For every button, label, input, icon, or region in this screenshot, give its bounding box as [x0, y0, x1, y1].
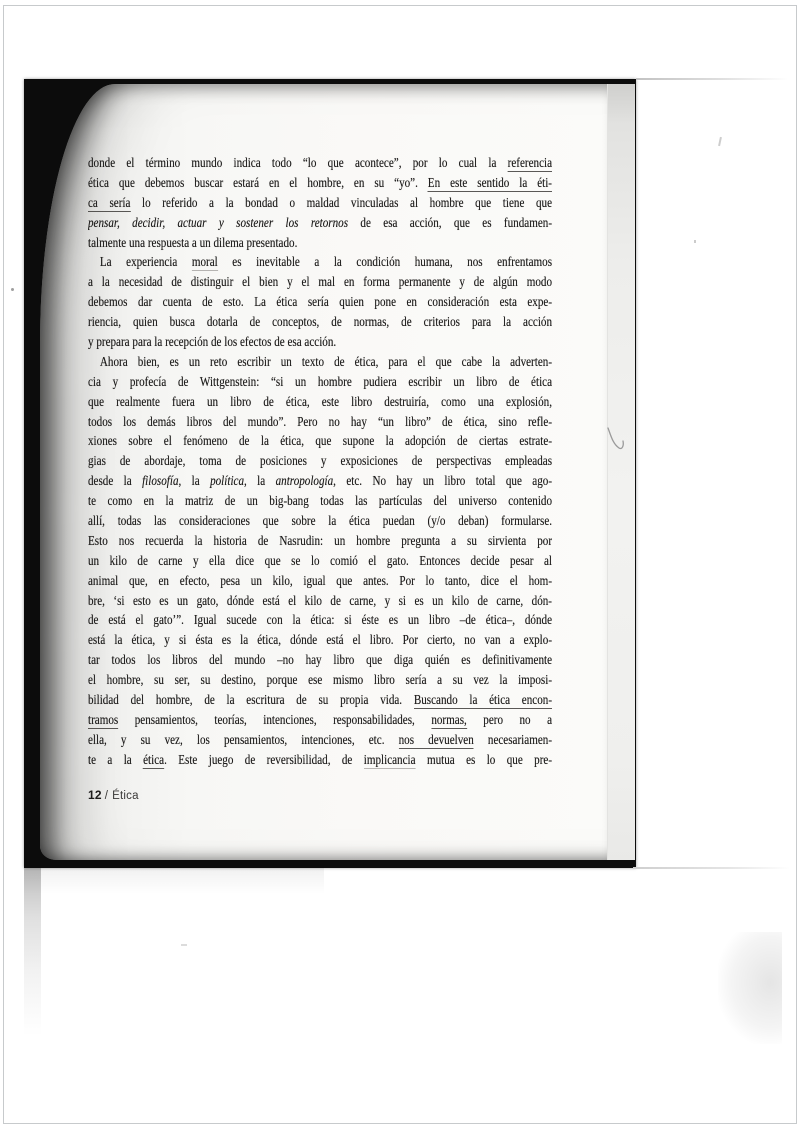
text-line — [88, 651, 552, 671]
text-segment: tar todos los libros del mundo –no hay libro que diga quién es definitivamente — [88, 653, 553, 669]
text-segment: de está el gato’”. Igual sucede con la ética: si éste es un libro –de ética–, dónde — [88, 613, 553, 629]
text-segment: , la — [244, 474, 276, 490]
text-segment: pero no a — [466, 712, 553, 728]
text-segment: mutua es lo que pre- — [415, 752, 553, 768]
text-segment: La experiencia — [99, 255, 192, 271]
text-line — [88, 253, 552, 273]
text-line — [88, 373, 552, 393]
text-segment: ca sería — [88, 195, 131, 211]
book-page — [40, 84, 607, 860]
text-segment: política — [210, 474, 245, 490]
text-segment: cia y profecía de Wittgenstein: “si un hombre pudiera escribir un libro de ética — [88, 374, 553, 390]
text-segment: riencia, quien busca dotarla de conceptos, de normas, de criterios para la acción — [88, 315, 553, 331]
text-line — [88, 512, 552, 532]
text-segment: animal que, en efecto, pesa un kilo, igual que antes. Por lo tanto, dice el hom- — [88, 573, 553, 589]
text-segment: Buscando la ética encon- — [413, 693, 553, 709]
text-segment: todos los demás libros del mundo”. Pero no hay “un libro” de ética, sino refle- — [88, 414, 553, 430]
text-segment: tramos — [88, 712, 119, 728]
text-segment: , la — [178, 474, 211, 490]
page-gutter-shadow — [607, 84, 635, 860]
text-segment: ética — [143, 752, 165, 768]
text-segment: pensar, decidir, actuar y sostener los retornos — [88, 215, 349, 231]
text-segment: te como en la matriz de un big-bang todas las partículas del universo contenido — [88, 494, 553, 510]
text-segment: ella, y su vez, los pensamientos, intenciones, etc. — [88, 732, 399, 748]
text-segment: moral — [191, 255, 218, 271]
text-segment: referencia — [507, 156, 553, 171]
bottom-right-smudge — [718, 932, 782, 1044]
page-number: 12 — [88, 788, 102, 802]
text-segment: , etc. No hay un libro total que ago- — [333, 474, 553, 490]
text-segment: talmente una respuesta a un dilema presentado. — [88, 235, 298, 251]
text-line — [88, 592, 552, 612]
text-line — [88, 313, 552, 333]
text-segment: de esa acción, que es fundamen- — [348, 215, 553, 231]
book-title: Ética — [112, 790, 139, 802]
text-line — [88, 214, 552, 234]
text-line — [88, 731, 552, 751]
text-line — [88, 691, 552, 711]
text-line — [88, 333, 552, 353]
text-line — [88, 273, 552, 293]
text-segment: necesariamen- — [473, 732, 553, 748]
text-line — [88, 631, 552, 651]
text-line — [88, 393, 552, 413]
text-line — [88, 154, 552, 174]
scan-speck — [181, 944, 187, 946]
text-segment: y prepara para la recepción de los efectos de esa acción. — [88, 335, 337, 351]
text-segment: antropología — [275, 474, 334, 490]
text-line — [88, 751, 552, 771]
text-line — [88, 293, 552, 313]
text-segment: Esto nos recuerda la historia de Nasrudin: un hombre pregunta a su sirvienta por — [88, 533, 553, 549]
text-segment: ética que debemos buscar estará en el hombre, en su “yo”. — [88, 175, 428, 191]
text-line — [88, 472, 552, 492]
page-edge-line-bottom — [633, 867, 790, 869]
text-block — [88, 154, 552, 771]
text-segment: debemos dar cuenta de esto. La ética sería quien pone en consideración esta expe- — [88, 295, 553, 311]
text-segment: En este sentido la éti- — [427, 175, 553, 191]
text-line — [88, 353, 552, 373]
text-segment: a la necesidad de distinguir el bien y el mal en forma permanente y de algún modo — [88, 275, 553, 291]
text-segment: bre, ‘si esto es un gato, dónde está el kilo de carne, y si es un kilo de carne, dón- — [88, 593, 553, 609]
scan-curl-mark — [604, 426, 628, 454]
text-line — [88, 452, 552, 472]
text-line — [88, 234, 552, 254]
text-line — [88, 413, 552, 433]
text-segment: . Este juego de reversibilidad, de — [164, 752, 364, 768]
text-segment: está la ética, y si ésta es la ética, dónde está el libro. Por cierto, no van a explo- — [88, 633, 553, 649]
text-segment: te a la — [88, 752, 144, 768]
text-segment: donde el término mundo indica todo “lo que acontece”, por lo cual la — [88, 156, 508, 171]
text-line — [88, 572, 552, 592]
footer-separator: / — [104, 790, 109, 802]
text-segment: implicancia — [363, 752, 416, 768]
scan-speck — [694, 240, 696, 243]
text-segment: xiones sobre el fenómeno de la ética, que supone la adopción de ciertas estrate- — [88, 434, 553, 450]
text-line — [88, 492, 552, 512]
text-segment: que realmente fuera un libro de ética, este libro destruiría, como una explosión, — [88, 394, 553, 410]
text-line — [88, 174, 552, 194]
text-segment: Ahora bien, es un reto escribir un texto de ética, para el que cabe la adverten- — [99, 354, 553, 370]
under-page-shadow — [24, 868, 324, 894]
text-segment: nos devuelven — [398, 732, 474, 748]
text-segment: allí, todas las consideraciones que sobre la ética puedan (y/o deban) formularse. — [88, 514, 553, 530]
page-edge-line-top — [636, 78, 788, 80]
text-segment: lo referido a la bondad o maldad vinculadas al hombre que tiene que — [130, 195, 553, 211]
scan-tick-artifact — [718, 137, 722, 146]
text-segment: normas, — [431, 712, 467, 728]
text-segment: desde la — [88, 474, 143, 490]
text-line — [88, 611, 552, 631]
text-segment: gias de abordaje, toma de posiciones y exposiciones de perspectivas empleadas — [88, 454, 553, 470]
text-segment: es inevitable a la condición humana, nos enfrentamos — [217, 255, 553, 271]
text-segment: bilidad del hombre, de la escritura de su propia vida. — [88, 693, 414, 709]
text-line — [88, 432, 552, 452]
text-line — [88, 671, 552, 691]
text-line — [88, 532, 552, 552]
page-footer — [88, 788, 139, 802]
text-segment: pensamientos, teorías, intenciones, responsabilidades, — [118, 712, 432, 728]
scan-speck — [11, 288, 14, 291]
text-segment: el hombre, su ser, su destino, porque ese mismo libro sería a su vez la imposi- — [88, 673, 553, 689]
text-line — [88, 711, 552, 731]
text-segment: filosofía — [142, 474, 179, 490]
text-line — [88, 552, 552, 572]
text-segment: un kilo de carne y ella dice que se lo comió el gato. Entonces decide pesar al — [88, 553, 553, 569]
text-line — [88, 194, 552, 214]
